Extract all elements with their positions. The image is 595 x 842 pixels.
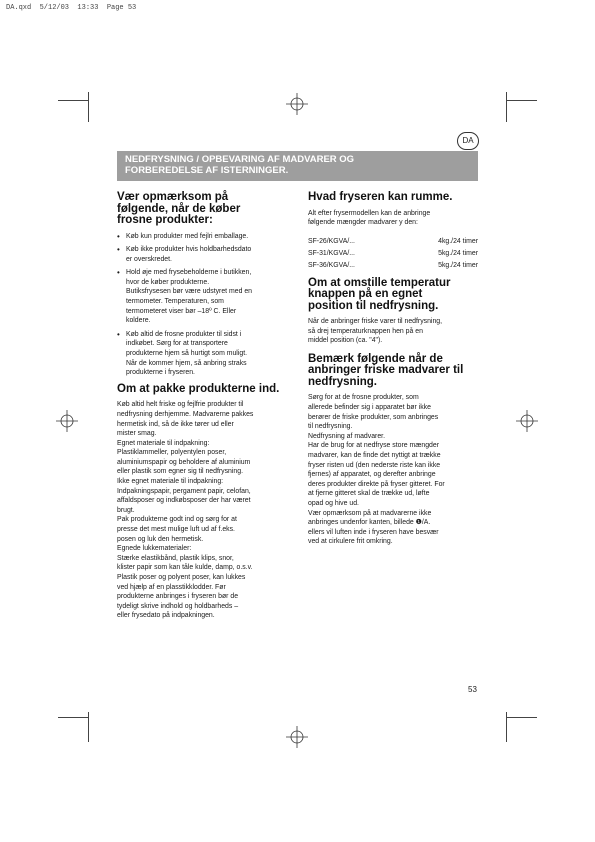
crop-mark [88, 712, 89, 742]
registration-mark-icon [286, 726, 308, 748]
table-row [308, 236, 478, 248]
model-cell: SF-26/KGVA/... [308, 237, 355, 245]
right-column [308, 192, 478, 547]
page-number: 53 [468, 685, 477, 694]
table-row [308, 248, 478, 260]
print-slug: DA.qxd 5/12/03 13:33 Page 53 [6, 4, 137, 12]
heading-fresh-food: Bemærk følgende når de anbringer friske madvarer til nedfrysning. [308, 352, 464, 388]
registration-mark-icon [56, 410, 78, 432]
language-badge: DA [457, 132, 479, 150]
crop-mark [506, 712, 507, 742]
capacity-cell: 5kg./24 timer [438, 261, 478, 269]
registration-mark-icon [286, 93, 308, 115]
section-banner [117, 151, 478, 181]
packaging-paragraph: Køb altid helt friske og fejlfrie produkter til nedfrysning derhjemme. Madvarerne pakkes hermetisk ind, så de ikke tører ud eller mister smag. Egnet materiale til indpakning: Plastiklammeller, polyentylen poser, aluminiumspapir og beholdere af aluminium eller plastik som egner sig til nedfrysning. Ikke egnet materiale til indpakning: Indpakningspapir, pergament papir, celofan, affaldsposer og indkøbsposer der har været brugt. Pak produkterne godt ind og sørg for at presse det mest mulige luft ud af f.eks. posen og luk den hermetisk. Egnede lukkematerialer: Stærke elastikbånd, plastik klips, snor, klister papir som kan tåle kulde, damp, o.s.v. Plastik poser og polyent poser, kan lukkes ved hjælp af en plasstikklodder. Før produkterne anbringes i fryseren bør de tydeligt skrive indhold og holdbarheds – eller frysedato på indpakningen. [117, 401, 254, 620]
model-cell: SF-36/KGVA/... [308, 261, 355, 269]
registration-mark-icon [516, 410, 538, 432]
list-item: • Køb ikke produkter hvis holdbarhedsdato er overskredet. [117, 245, 291, 264]
capacity-cell: 4kg./24 timer [438, 237, 478, 245]
crop-mark [506, 92, 507, 122]
crop-mark [507, 717, 537, 718]
left-column [117, 192, 291, 621]
capacity-table [308, 236, 478, 272]
crop-mark [58, 100, 88, 101]
heading-line: frosne produkter: [117, 214, 213, 226]
heading-line: følgende, når de køber [117, 202, 241, 215]
table-row [308, 260, 478, 272]
buying-tips-list [117, 232, 291, 378]
capacity-cell: 5kg./24 timer [438, 249, 478, 257]
list-item: • Hold øje med frysebeholderne i butikken, hvor de køber produkterne. Butiksfrysesen bør være udstyret med en termometer. Temperaturen, som termometeret viser bør –18º C. Eller koldere. [117, 268, 291, 326]
list-item: • Køb kun produkter med fejlri emballage. [117, 232, 291, 242]
crop-mark [507, 100, 537, 101]
temperature-paragraph: Når de anbringer friske varer til nedfrysning, så drej temperaturknappen hen på en middel position (ca. "4"). [308, 318, 443, 345]
model-cell: SF-31/KGVA/... [308, 249, 355, 257]
heading-packaging: Om at pakke produkterne ind. [117, 382, 280, 395]
heading-buying-frozen [117, 192, 291, 227]
heading-capacity: Hvad fryseren kan rumme. [308, 191, 453, 203]
crop-mark [58, 717, 88, 718]
capacity-intro: Alt efter frysermodellen kan de anbringe følgende mængder madvarer y den: [308, 209, 431, 227]
fresh-food-paragraph: Sørg for at de frosne produkter, som allerede befinder sig i apparatet bør ikke berører de friske produkter, som anbringes til nedfrysning. Nedfrysning af madvarer. Har de brug for at nedfryse store mængder madvarer, kan de finde det nyttigt at trække fryser risten ud (den nederste riste kan ikke fjernes) af apparatet, og derefter anbringe deres produkter direkte på fryser gitteret. For at fjerne gitteret skal de trække ud, løfte opad og hive ud. Vær opmærksom på at madvarerne ikke anbringes undenfor kanten, billede ❶/A. ellers vil luften inde i fryseren have besvær ved at cirkulere frit omkring. [308, 394, 445, 546]
banner-line-2: FORBEREDELSE AF ISTERNINGER. [125, 165, 289, 176]
banner-line-1: NEDFRYSNING / OPBEVARING AF MADVARER OG [125, 154, 355, 165]
list-item: • Køb altid de frosne produkter til sidst i indkøbet. Sørg for at transportere produkterne hjem så hurtigt som muligt. Når de kommer hjem, så anbring straks produkterne i fryseren. [117, 330, 291, 378]
crop-mark [88, 92, 89, 122]
heading-temperature: Om at omstille temperatur knappen på en egnet position til nedfrysning. [308, 276, 451, 312]
heading-line: Vær opmærksom på [117, 191, 229, 203]
